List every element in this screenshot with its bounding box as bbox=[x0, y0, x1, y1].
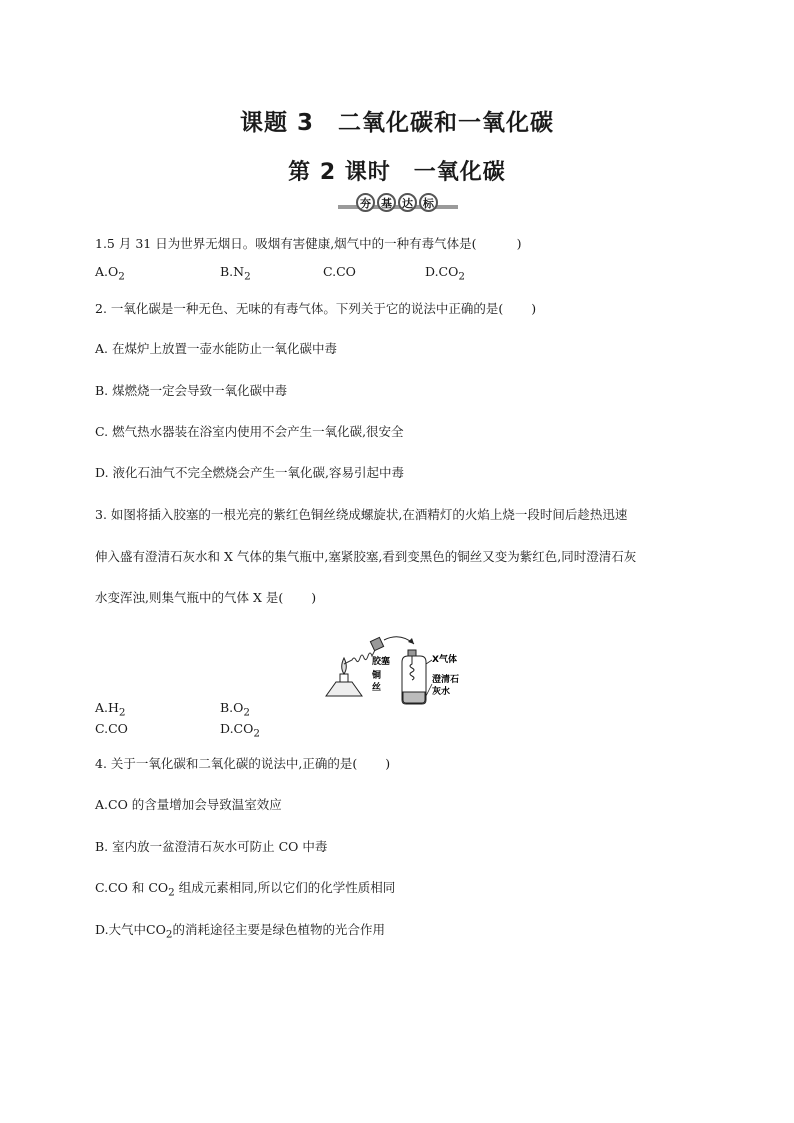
stopper-shape bbox=[370, 637, 383, 650]
question-3-option-a: $A.H_2$ bbox=[95, 700, 126, 719]
question-1-option-a: $A.O_2$ bbox=[95, 264, 125, 283]
question-4-option-b: B. 室内放一盆澄清石灰水可防止 CO 中毒 bbox=[95, 839, 328, 854]
question-3-option-d: $D.CO_2$ bbox=[220, 721, 260, 740]
badge-char: 达 bbox=[398, 193, 417, 212]
label-limewater-2: 灰水 bbox=[432, 687, 451, 697]
question-3-line-2: 伸入盛有澄清石灰水和 X 气体的集气瓶中,塞紧胶塞,看到变黑色的铜丝又变为紫红色,同时澄清石灰 bbox=[95, 549, 637, 564]
transfer-arrow bbox=[384, 637, 414, 644]
question-4-option-d: D.大气中$CO_2$的消耗途径主要是绿色植物的光合作用 bbox=[95, 922, 386, 941]
question-3-option-b: $B.O_2$ bbox=[220, 700, 251, 719]
question-1-option-d: $D.CO_2$ bbox=[425, 264, 465, 283]
question-3-line-3: 水变浑浊,则集气瓶中的气体 X 是( ) bbox=[95, 590, 317, 605]
section-badge bbox=[338, 193, 458, 213]
question-4-option-a: A.CO 的含量增加会导致温室效应 bbox=[95, 797, 282, 812]
question-1-stem: 1.5 月 31 日为世界无烟日。吸烟有害健康,烟气中的一种有毒气体是( ) bbox=[95, 236, 522, 251]
question-2-stem: 2. 一氧化碳是一种无色、无味的有毒气体。下列关于它的说法中正确的是( ) bbox=[95, 301, 537, 316]
label-limewater-1: 澄清石 bbox=[432, 675, 460, 685]
question-2-option-d: D. 液化石油气不完全燃烧会产生一氧化碳,容易引起中毒 bbox=[95, 465, 404, 480]
apparatus-figure bbox=[322, 634, 472, 710]
question-2-option-c: C. 燃气热水器装在浴室内使用不会产生一氧化碳,很安全 bbox=[95, 424, 404, 439]
lesson-subtitle: 第 2 课时 一氧化碳 bbox=[288, 160, 506, 185]
badge-char: 标 bbox=[419, 193, 438, 212]
badge-char: 夯 bbox=[356, 193, 375, 212]
lesson-title: 课题 3 二氧化碳和一氧化碳 bbox=[239, 110, 554, 136]
question-4-option-c: C.CO 和 $CO_2$ 组成元素相同,所以它们的化学性质相同 bbox=[95, 880, 396, 899]
label-gas-x: X气体 bbox=[432, 655, 457, 665]
label-copper: 铜 bbox=[372, 671, 382, 681]
question-4-stem: 4. 关于一氧化碳和二氧化碳的说法中,正确的是( ) bbox=[95, 756, 391, 771]
gas-jar bbox=[402, 650, 426, 704]
question-2-option-b: B. 煤燃烧一定会导致一氧化碳中毒 bbox=[95, 383, 288, 398]
question-3-line-1: 3. 如图将插入胶塞的一根光亮的紫红色铜丝绕成螺旋状,在酒精灯的火焰上烧一段时间后趁热迅速 bbox=[95, 507, 628, 522]
label-wire: 丝 bbox=[372, 683, 382, 693]
question-2-option-a: A. 在煤炉上放置一壶水能防止一氧化碳中毒 bbox=[95, 341, 337, 356]
question-1-option-c: C.CO bbox=[323, 264, 356, 279]
question-1-option-b: $B.N_2$ bbox=[220, 264, 251, 283]
badge-char: 基 bbox=[377, 193, 396, 212]
apparatus-drawing bbox=[322, 634, 472, 710]
question-3-option-c: C.CO bbox=[95, 721, 128, 736]
label-stopper: 胶塞 bbox=[372, 657, 391, 667]
